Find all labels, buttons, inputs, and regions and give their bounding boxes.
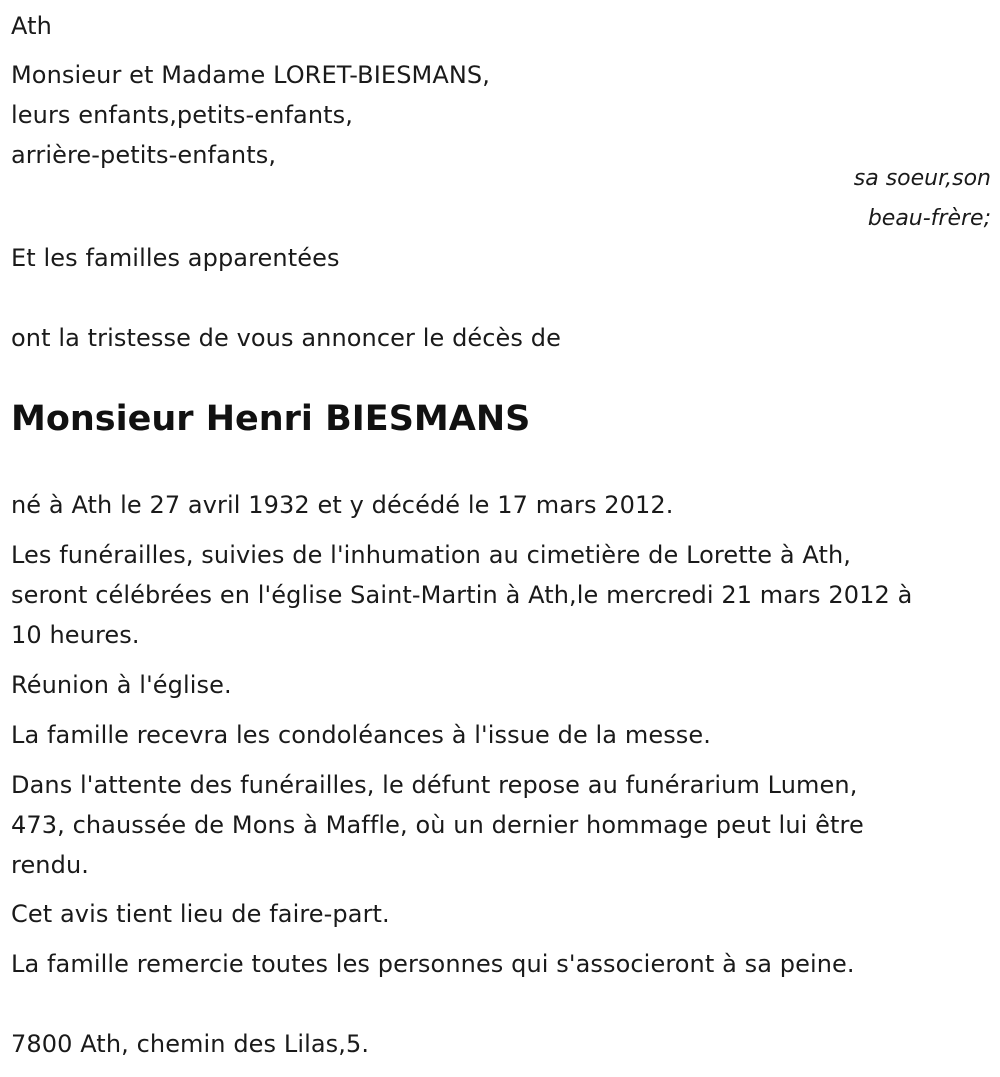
family-line-1: Monsieur et Madame LORET-BIESMANS,: [11, 61, 490, 89]
relation-line-1: sa soeur,son: [853, 166, 991, 191]
funeral-line-3: 10 heures.: [11, 621, 140, 649]
deceased-name: Monsieur Henri BIESMANS: [11, 399, 531, 439]
relatives-line: Et les familles apparentées: [11, 244, 340, 272]
relation-line-2: beau-frère;: [867, 206, 991, 231]
rest-line-1: Dans l'attente des funérailles, le défunt repose au funérarium Lumen,: [11, 771, 858, 799]
notice-line: Cet avis tient lieu de faire-part.: [11, 900, 390, 928]
funeral-line-1: Les funérailles, suivies de l'inhumation au cimetière de Lorette à Ath,: [11, 541, 852, 569]
address-line: 7800 Ath, chemin des Lilas,5.: [11, 1030, 370, 1058]
header-city: Ath: [11, 12, 52, 40]
announcement-intro: ont la tristesse de vous annoncer le décès de: [11, 324, 561, 352]
rest-line-2: 473, chaussée de Mons à Maffle, où un dernier hommage peut lui être: [11, 811, 864, 839]
birth-death-line: né à Ath le 27 avril 1932 et y décédé le 17 mars 2012.: [11, 491, 674, 519]
thanks-line: La famille remercie toutes les personnes qui s'associeront à sa peine.: [11, 950, 855, 978]
rest-line-3: rendu.: [11, 851, 89, 879]
funeral-line-2: seront célébrées en l'église Saint-Martin à Ath,le mercredi 21 mars 2012 à: [11, 581, 913, 609]
family-line-2: leurs enfants,petits-enfants,: [11, 101, 353, 129]
family-line-3: arrière-petits-enfants,: [11, 141, 277, 169]
meeting-line: Réunion à l'église.: [11, 671, 232, 699]
condolences-line: La famille recevra les condoléances à l'issue de la messe.: [11, 721, 711, 749]
